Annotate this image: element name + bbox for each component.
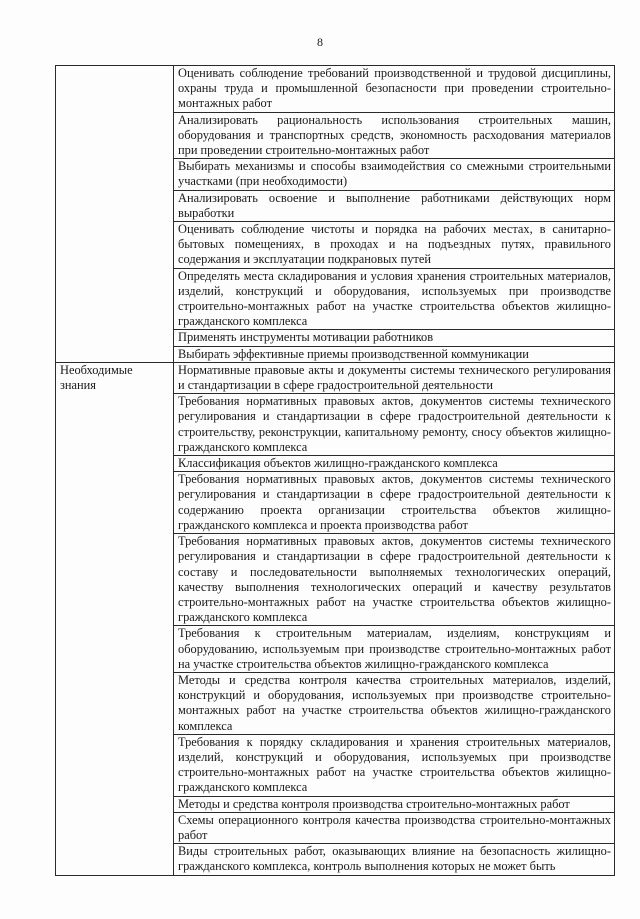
requirement-cell [174, 222, 615, 269]
section-label-cell [56, 362, 174, 875]
requirement-text: Методы и средства контроля производства строительно-монтажных работ [178, 796, 570, 811]
requirement-text: Требования нормативных правовых актов, документов системы технического регулирования и стандартизации в сфере градостроительной деятельности к составу и последовательности выполняемых технологических операций, качеству выполнения технологических операций и качеству результатов строительно-монтажных работ на участке строительства объектов жилищно-гражданского комплекса [178, 534, 611, 625]
requirement-cell [174, 844, 615, 875]
requirement-cell [174, 812, 615, 843]
requirement-text: Применять инструменты мотивации работников [178, 330, 434, 345]
requirement-cell [174, 456, 615, 472]
requirement-cell [174, 672, 615, 734]
requirement-text: Требования нормативных правовых актов, документов системы технического регулирования и стандартизации в сфере градостроительной деятельности к строительству, реконструкции, капитальному ремонту, сносу объектов жилищно-гражданского комплекса [178, 394, 611, 454]
requirement-cell [174, 796, 615, 812]
requirement-text: Схемы операционного контроля качества производства строительно-монтажных работ [178, 812, 611, 842]
requirement-cell [174, 112, 615, 159]
requirements-table [55, 65, 615, 876]
requirement-text: Анализировать рациональность использования строительных машин, оборудования и транспортных средств, экономность расходования материалов при проведении строительно-монтажных работ [178, 112, 611, 158]
requirement-cell [174, 472, 615, 534]
section-label-cell [56, 66, 174, 363]
requirement-text: Методы и средства контроля качества строительных материалов, изделий, конструкций и оборудования, используемых при производстве строительно-монтажных работ на участке строительства объектов жилищно-гражданского комплекса [178, 672, 611, 733]
requirement-text: Требования нормативных правовых актов, документов системы технического регулирования и стандартизации в сфере градостроительной деятельности к содержанию проекта организации строительства объектов жилищно-гражданского комплекса и проекта производства работ [178, 472, 611, 532]
requirement-cell [174, 66, 615, 113]
requirement-cell [174, 330, 615, 346]
section-label: Необходимые знания [60, 362, 133, 393]
requirement-cell [174, 534, 615, 626]
requirement-text: Классификация объектов жилищно-гражданского комплекса [178, 456, 498, 471]
requirement-cell [174, 734, 615, 796]
requirement-text: Оценивать соблюдение требований производственной и трудовой дисциплины, охраны труда и промышленной безопасности при проведении строительно-монтажных работ [178, 66, 611, 111]
table-row [56, 66, 615, 113]
requirement-cell [174, 362, 615, 393]
requirement-text: Оценивать соблюдение чистоты и порядка на рабочих местах, в санитарно-бытовых помещениях, в проходах и на подъездных путях, правильного содержания и эксплуатации подкрановых путей [178, 222, 611, 267]
requirement-text: Виды строительных работ, оказывающих влияние на безопасность жилищно-гражданского комплекса, контроль выполнения которых не может быть [178, 844, 611, 874]
requirement-cell [174, 626, 615, 673]
requirement-cell [174, 268, 615, 330]
requirement-text: Требования к порядку складирования и хранения строительных материалов, изделий, конструкций и оборудования, используемых при производстве строительно-монтажных работ на участке строительства объектов жилищно-гражданского комплекса [178, 734, 611, 795]
page-number: 8 [317, 35, 323, 49]
requirement-text: Определять места складирования и условия хранения строительных материалов, изделий, конструкций и оборудования, используемых при производстве строительно-монтажных работ на участке строительства объектов жилищно-гражданского комплекса [178, 268, 611, 329]
requirement-text: Анализировать освоение и выполнение работниками действующих норм выработки [178, 190, 611, 220]
table-row [56, 362, 615, 393]
requirement-text: Выбирать механизмы и способы взаимодействия со смежными строительными участками (при необходимости) [178, 159, 611, 189]
requirement-cell [174, 394, 615, 456]
requirement-cell [174, 159, 615, 190]
requirement-cell [174, 190, 615, 221]
requirement-text: Выбирать эффективные приемы производственной коммуникации [178, 346, 529, 361]
requirement-text: Требования к строительным материалам, изделиям, конструкциям и оборудованию, используемым при производстве строительно-монтажных работ на участке строительства объектов жилищно-гражданского комплекса [178, 626, 611, 671]
requirement-cell [174, 346, 615, 362]
requirement-text: Нормативные правовые акты и документы системы технического регулирования и стандартизации в сфере градостроительной деятельности [178, 362, 611, 393]
